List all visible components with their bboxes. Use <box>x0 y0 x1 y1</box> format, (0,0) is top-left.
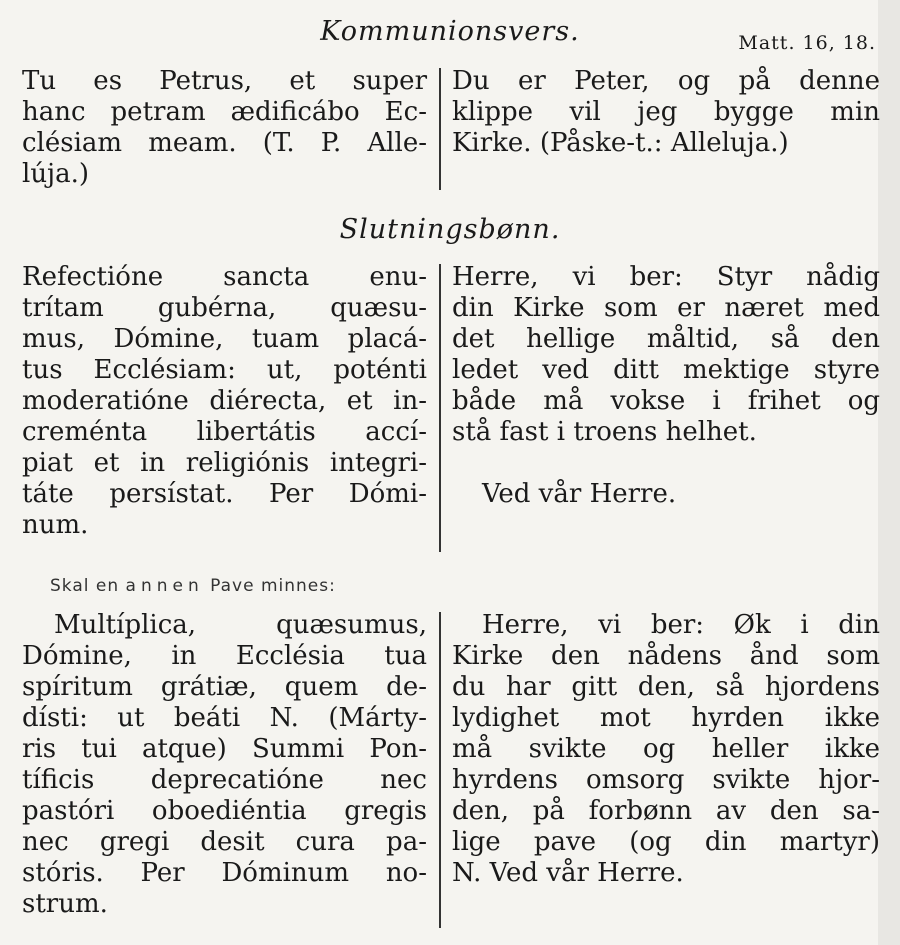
rubric <box>50 576 336 596</box>
blank-line <box>452 448 880 479</box>
text-line: strum. <box>22 889 108 919</box>
text-line: både må vokse i frihet og <box>452 386 880 416</box>
pope-norwegian <box>452 610 880 889</box>
text-line: ris tui atque) Summi Pon- <box>22 734 427 764</box>
text-line: Herre, vi ber: Øk i din <box>482 610 880 640</box>
text-line: Multíplica, quæsumus, <box>54 610 427 640</box>
communion-norwegian <box>452 66 880 159</box>
text-line: Kirke. (Påske-t.: Alleluja.) <box>452 128 789 158</box>
postcommunion-norwegian <box>452 262 880 510</box>
text-line: Dómine, in Ecclésia tua <box>22 641 427 671</box>
text-line: hyrdens omsorg svikte hjor- <box>452 765 880 795</box>
column-divider <box>439 612 441 928</box>
text-line: clésiam meam. (T. P. Alle- <box>22 128 427 158</box>
text-line: moderatióne diérecta, et in- <box>22 386 427 416</box>
postcommunion-latin <box>22 262 427 541</box>
rubric-prefix: Skal en <box>50 576 120 596</box>
text-line: Kirke den nådens ånd som <box>452 641 880 671</box>
text-line: lige pave (og din martyr) <box>452 827 880 857</box>
column-divider <box>439 264 441 552</box>
text-line: N. Ved vår Herre. <box>452 858 684 888</box>
text-line: tus Ecclésiam: ut, poténti <box>22 355 427 385</box>
text-line: pastóri oboediéntia gregis <box>22 796 427 826</box>
text-line: må svikte og heller ikke <box>452 734 880 764</box>
text-line: ledet ved ditt mektige styre <box>452 355 880 385</box>
text-line: mus, Dómine, tuam placá- <box>22 324 427 354</box>
text-line: stå fast i troens helhet. <box>452 417 757 447</box>
postcommunion-heading: Slutningsbønn. <box>339 214 561 245</box>
text-line: hanc petram ædificábo Ec- <box>22 97 427 127</box>
text-line: spíritum grátiæ, quem de- <box>22 672 427 702</box>
text-line: Ved vår Herre. <box>482 479 677 509</box>
text-line: klippe vil jeg bygge min <box>452 97 880 127</box>
rubric-suffix: Pave minnes: <box>210 576 336 596</box>
text-line: Refectióne sancta enu- <box>22 262 427 292</box>
text-line: den, på forbønn av den sa- <box>452 796 880 826</box>
text-line: Du er Peter, og på denne <box>452 66 880 96</box>
communion-heading: Kommunionsvers. <box>320 16 580 47</box>
text-line: lúja.) <box>22 159 90 189</box>
text-line: táte persístat. Per Dómi- <box>22 479 427 509</box>
text-line: num. <box>22 510 89 540</box>
column-divider <box>439 68 441 190</box>
pope-latin <box>22 610 427 920</box>
rubric-spaced: annen <box>125 576 204 596</box>
text-line: Herre, vi ber: Styr nådig <box>452 262 880 292</box>
text-line: piat et in religiónis integri- <box>22 448 427 478</box>
scripture-reference: Matt. 16, 18. <box>738 32 876 54</box>
text-line: nec gregi desit cura pa- <box>22 827 427 857</box>
text-line: stóris. Per Dóminum no- <box>22 858 427 888</box>
text-line: creménta libertátis accí- <box>22 417 427 447</box>
text-line: tíficis deprecatióne nec <box>22 765 427 795</box>
text-line: lydighet mot hyrden ikke <box>452 703 880 733</box>
page-edge <box>878 0 900 945</box>
text-line: det hellige måltid, så den <box>452 324 880 354</box>
text-line: Tu es Petrus, et super <box>22 66 427 96</box>
text-line: din Kirke som er næret med <box>452 293 880 323</box>
text-line: du har gitt den, så hjordens <box>452 672 880 702</box>
communion-latin <box>22 66 427 190</box>
text-line: trítam gubérna, quæsu- <box>22 293 427 323</box>
text-line: dísti: ut beáti N. (Márty- <box>22 703 427 733</box>
